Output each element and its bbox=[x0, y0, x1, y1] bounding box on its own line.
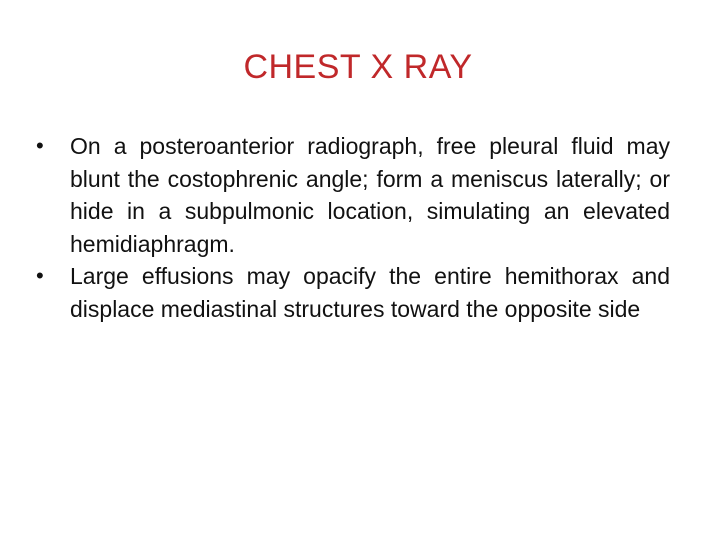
bullet-marker-icon: • bbox=[36, 133, 44, 158]
bullet-list bbox=[36, 130, 670, 325]
bullet-text: Large effusions may opacify the entire hemithorax and displace mediastinal structures toward the opposite side bbox=[70, 263, 670, 322]
bullet-text: On a posteroanterior radiograph, free pleural fluid may blunt the costophrenic angle; form a meniscus laterally; or hide in a subpulmonic location, simulating an elevated hemidiaphragm. bbox=[70, 133, 670, 257]
bullet-marker-icon: • bbox=[36, 263, 44, 288]
bullet-item-2 bbox=[36, 260, 670, 325]
bullet-item-1 bbox=[36, 130, 670, 260]
slide-title: CHEST X RAY bbox=[243, 48, 473, 86]
